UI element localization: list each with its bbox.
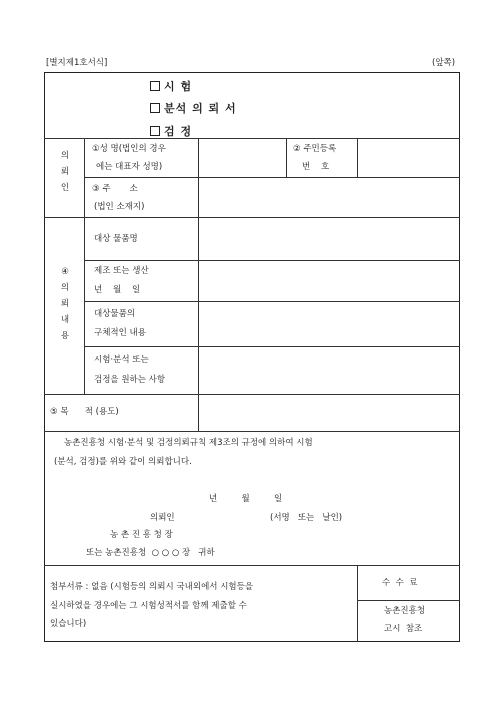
name-label: ①성 명(법인의 경우 [92, 144, 166, 154]
fee-value-line2: 고시 참조 [384, 624, 423, 634]
divider [286, 138, 287, 177]
item-detail-field[interactable] [199, 302, 458, 345]
manufacture-date-label: 제조 또는 생산 [94, 266, 149, 276]
declaration-text-line2: (분석, 검정)를 위와 같이 의뢰합니다. [54, 457, 192, 467]
declaration-date: 년 월 일 [209, 494, 283, 504]
requester-group-label: 의 뢰 인 [60, 151, 70, 193]
attachments-line3: 있습니다) [50, 619, 87, 629]
id-number-label: ② 주민등록 [293, 144, 337, 154]
divider [84, 138, 85, 394]
address-field[interactable] [199, 178, 458, 216]
title-inspection: 검 정 [150, 123, 192, 139]
item-detail-label-sub: 구체적인 내용 [94, 328, 146, 338]
title-analysis: 분석 의 뢰 서 [150, 100, 237, 116]
attachments-line2: 실시하였을 경우에는 그 시험성적서를 함께 제출할 수 [50, 601, 247, 611]
divider [357, 565, 358, 642]
declaration-text-line1: 농촌진흥청 시험·분석 및 검정의뢰규칙 제3조의 규정에 의하여 시험 [64, 438, 313, 448]
form-number: [별지제1호서식] [46, 58, 108, 68]
manufacture-date-field[interactable] [199, 261, 458, 300]
purpose-label: ⑤ 목 적 (용도) [50, 407, 119, 417]
signature-hint: (서명 또는 날인) [270, 513, 343, 523]
recipient-line1: 농 촌 진 흥 청 장 [110, 530, 173, 540]
name-label-sub: 에는 대표자 성명) [96, 162, 163, 172]
divider [44, 431, 460, 432]
address-label-sub: (법인 소재지) [94, 202, 145, 212]
purpose-field[interactable] [199, 395, 458, 430]
requested-test-label: 시험·분석 또는 [94, 355, 149, 365]
recipient-line2: 또는 농촌진흥청 ○ ○ ○ 장 귀하 [86, 548, 215, 558]
checkbox-analysis[interactable] [150, 103, 160, 113]
divider [357, 600, 460, 601]
manufacture-date-label-sub: 년 월 일 [94, 285, 141, 295]
signer-label: 의뢰인 [150, 513, 175, 523]
address-label: ③ 주 소 [92, 184, 138, 194]
checkbox-inspection[interactable] [150, 126, 160, 136]
attachments-line1: 첨부서류 : 없음 (시험등의 의뢰시 국내외에서 시험등을 [50, 582, 254, 592]
item-detail-label: 대상물품의 [94, 309, 136, 319]
requested-test-field[interactable] [199, 347, 458, 393]
request-content-group-label: ④ 의 뢰 내 용 [60, 267, 70, 341]
page-side-label: (앞쪽) [432, 58, 456, 68]
divider [44, 565, 460, 566]
id-number-field[interactable] [358, 139, 458, 176]
name-field[interactable] [199, 139, 285, 176]
fee-value-line1: 농촌진흥청 [384, 606, 426, 616]
checkbox-test[interactable] [150, 81, 160, 91]
item-name-field[interactable] [199, 218, 458, 259]
title-test: 시 험 [150, 78, 192, 94]
fee-label: 수 수 료 [382, 578, 418, 588]
id-number-label-sub: 번 호 [302, 162, 330, 172]
requested-test-label-sub: 검정을 원하는 사항 [94, 375, 166, 385]
item-name-label: 대상 물품명 [94, 234, 138, 244]
